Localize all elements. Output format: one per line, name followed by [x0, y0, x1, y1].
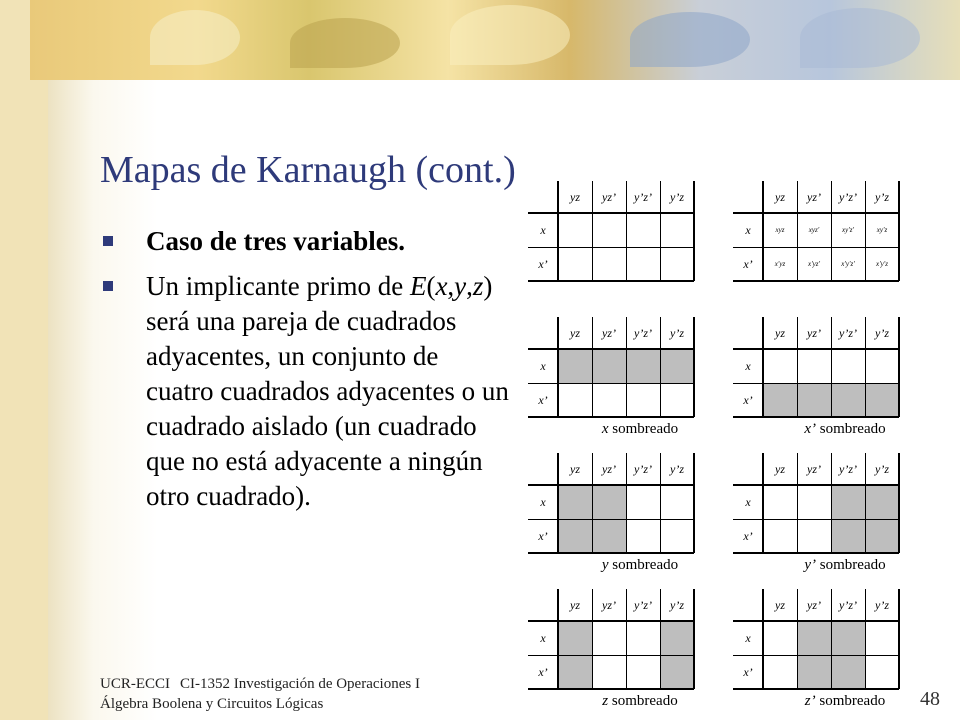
- kmap-cell: [592, 213, 626, 247]
- kmap-cell: [592, 485, 626, 519]
- kmap-column-header: y’z: [875, 462, 889, 476]
- kmap-cell: [626, 349, 660, 383]
- karnaugh-map: [528, 453, 728, 553]
- kmap-cell: [763, 621, 797, 655]
- kmap-grid-line: [626, 181, 627, 281]
- kmap-column-header: yz: [570, 326, 580, 340]
- kmap-grid-line: [733, 416, 899, 418]
- kmap-column-header: yz: [775, 190, 785, 204]
- kmap-cell: x'y'z: [865, 247, 899, 281]
- kmap-grid-line: [592, 317, 593, 417]
- kmap-grid-line: [733, 383, 899, 384]
- kmap-cell: [797, 349, 831, 383]
- kmap-grid-line: [528, 383, 694, 384]
- kmap-cell: [865, 349, 899, 383]
- kmap-cell: [558, 621, 592, 655]
- kmap-cell: [558, 383, 592, 417]
- kmap-caption: x’ sombreado: [804, 421, 886, 437]
- kmap-grid-line: [528, 348, 694, 350]
- kmap-cell: [831, 519, 865, 553]
- kmap-grid-line: [528, 655, 694, 656]
- kmap-row-label: x: [540, 359, 546, 373]
- kmap-row-label: x: [540, 631, 546, 645]
- kmap-column-header: yz: [570, 598, 580, 612]
- kmap-cell: [865, 655, 899, 689]
- kmap-grid-line: [733, 552, 899, 554]
- kmap-column-header: y’z’: [634, 190, 652, 204]
- kmap-row-label: x: [540, 223, 546, 237]
- bullet-text: Caso de tres variables.: [146, 226, 405, 256]
- kmap-column-header: y’z: [670, 598, 684, 612]
- kmap-grid-line: [528, 212, 694, 214]
- kmap-grid-line: [660, 317, 661, 417]
- page-number: 48: [920, 688, 940, 710]
- leaf-decoration: [450, 5, 570, 65]
- kmap-column-header: yz’: [807, 462, 821, 476]
- kmap-cell: [797, 383, 831, 417]
- kmap-column-header: y’z’: [839, 462, 857, 476]
- kmap-column-header: y’z’: [634, 462, 652, 476]
- kmap-grid-line: [693, 589, 695, 689]
- kmap-cell: [626, 519, 660, 553]
- bullet-item: [100, 224, 510, 259]
- kmap-cell: [797, 655, 831, 689]
- kmap-grid-line: [528, 484, 694, 486]
- footer-org: UCR-ECCI: [100, 676, 171, 692]
- kmap-row-label: x’: [538, 257, 548, 271]
- kmap-grid-line: [733, 655, 899, 656]
- kmap-cell: [626, 485, 660, 519]
- kmap-cell: [763, 485, 797, 519]
- kmap-grid-line: [660, 453, 661, 553]
- kmap-grid-line: [660, 181, 661, 281]
- kmap-caption: y sombreado: [601, 557, 679, 573]
- kmap-cell: xyz: [763, 213, 797, 247]
- kmap-column-header: yz: [775, 326, 785, 340]
- kmap-cell: [660, 247, 694, 281]
- kmap-cell: [660, 213, 694, 247]
- kmap-grid-line: [762, 317, 764, 417]
- kmap-row-label: x’: [538, 393, 548, 407]
- kmap-grid-line: [557, 181, 559, 281]
- slide-title: Mapas de Karnaugh (cont.): [100, 149, 516, 191]
- kmap-grid-line: [660, 589, 661, 689]
- kmap-grid-line: [693, 317, 695, 417]
- kmap-grid-line: [733, 280, 899, 282]
- kmap-column-header: y’z: [670, 190, 684, 204]
- footer-course: CI-1352 Investigación de Operaciones I: [180, 676, 420, 692]
- kmap-cell: [626, 655, 660, 689]
- kmap-grid-line: [528, 247, 694, 248]
- kmap-grid-line: [865, 589, 866, 689]
- kmap-cell: [592, 621, 626, 655]
- karnaugh-map: [733, 453, 933, 553]
- kmap-grid-line: [898, 589, 900, 689]
- kmap-cell: [592, 655, 626, 689]
- kmap-caption: z sombreado: [602, 693, 678, 709]
- kmap-row-label: x’: [743, 257, 753, 271]
- kmap-grid-line: [762, 453, 764, 553]
- leaf-decoration: [150, 10, 240, 65]
- kmap-row-label: x: [745, 223, 751, 237]
- kmap-column-header: yz: [775, 462, 785, 476]
- kmap-grid-line: [693, 453, 695, 553]
- kmap-cell: [592, 349, 626, 383]
- kmap-cell: [660, 655, 694, 689]
- kmap-grid-line: [528, 280, 694, 282]
- kmap-cell: xy'z: [865, 213, 899, 247]
- kmap-cell: [558, 485, 592, 519]
- kmap-cell: [660, 383, 694, 417]
- kmap-cell: x'yz': [797, 247, 831, 281]
- kmap-cell: [763, 349, 797, 383]
- kmap-grid-line: [528, 552, 694, 554]
- kmap-column-header: yz: [570, 190, 580, 204]
- kmap-grid-line: [797, 589, 798, 689]
- kmap-cell: [831, 621, 865, 655]
- kmap-cell: [797, 519, 831, 553]
- kmap-cell: [558, 519, 592, 553]
- kmap-cell: [558, 655, 592, 689]
- kmap-column-header: yz’: [807, 190, 821, 204]
- kmap-cell: [865, 519, 899, 553]
- kmap-cell: xy'z': [831, 213, 865, 247]
- kmap-grid-line: [528, 688, 694, 690]
- kmap-column-header: yz’: [602, 598, 616, 612]
- kmap-cell: [626, 247, 660, 281]
- kmap-cell: x'y'z': [831, 247, 865, 281]
- kmap-grid-line: [626, 589, 627, 689]
- karnaugh-map: [733, 317, 933, 417]
- kmap-grid-line: [733, 519, 899, 520]
- kmap-row-label: x’: [743, 665, 753, 679]
- karnaugh-map: [733, 589, 933, 689]
- kmap-column-header: y’z: [875, 326, 889, 340]
- kmap-grid-line: [733, 688, 899, 690]
- footer: [100, 674, 430, 714]
- kmap-cell: [831, 383, 865, 417]
- kmap-grid-line: [592, 589, 593, 689]
- karnaugh-map: [528, 181, 728, 281]
- square-bullet-icon: [103, 281, 113, 291]
- kmap-cell: [626, 621, 660, 655]
- kmap-grid-line: [797, 181, 798, 281]
- kmap-grid-line: [733, 212, 899, 214]
- kmap-grid-line: [762, 181, 764, 281]
- kmap-column-header: yz: [775, 598, 785, 612]
- kmap-caption: z’ sombreado: [804, 693, 886, 709]
- kmap-grid-line: [528, 519, 694, 520]
- kmap-column-header: yz’: [807, 598, 821, 612]
- bullet-item: [100, 269, 510, 514]
- leaf-decoration: [290, 18, 400, 68]
- kmap-column-header: y’z: [875, 598, 889, 612]
- kmap-column-header: y’z: [670, 326, 684, 340]
- kmap-cell: [660, 349, 694, 383]
- kmap-row-label: x’: [743, 529, 753, 543]
- kmap-grid-line: [898, 453, 900, 553]
- kmap-grid-line: [626, 453, 627, 553]
- kmap-grid-line: [693, 181, 695, 281]
- kmap-cell: [660, 519, 694, 553]
- kmap-cell: [831, 655, 865, 689]
- kmap-cell: [660, 621, 694, 655]
- kmap-row-label: x: [745, 631, 751, 645]
- kmap-column-header: y’z’: [839, 326, 857, 340]
- kmap-cell: [797, 621, 831, 655]
- kmap-grid-line: [592, 453, 593, 553]
- kmap-cell: [592, 383, 626, 417]
- kmap-cell: [592, 519, 626, 553]
- kmap-column-header: yz’: [807, 326, 821, 340]
- kmap-cell: [865, 485, 899, 519]
- kmap-grid-line: [898, 317, 900, 417]
- kmap-caption: y’ sombreado: [804, 557, 886, 573]
- kmap-grid-line: [797, 453, 798, 553]
- kmap-column-header: y’z’: [839, 190, 857, 204]
- kmap-cell: [763, 383, 797, 417]
- kmap-cell: [763, 519, 797, 553]
- kmap-cell: [660, 485, 694, 519]
- kmap-grid-line: [865, 181, 866, 281]
- kmap-column-header: y’z’: [634, 326, 652, 340]
- kmap-cell: [763, 655, 797, 689]
- kmap-grid-line: [626, 317, 627, 417]
- kmap-grid-line: [557, 589, 559, 689]
- kmap-cell: xyz': [797, 213, 831, 247]
- kmap-column-header: yz’: [602, 326, 616, 340]
- kmap-row-label: x’: [538, 529, 548, 543]
- kmap-row-label: x’: [538, 665, 548, 679]
- kmap-grid-line: [733, 348, 899, 350]
- kmap-grid-line: [865, 453, 866, 553]
- kmap-cell: [831, 485, 865, 519]
- kmap-cell: [626, 213, 660, 247]
- kmap-column-header: y’z: [875, 190, 889, 204]
- kmap-column-header: yz’: [602, 462, 616, 476]
- kmap-grid-line: [797, 317, 798, 417]
- kmap-cell: [831, 349, 865, 383]
- kmap-grid-line: [898, 181, 900, 281]
- kmap-grid-line: [831, 181, 832, 281]
- kmap-cell: [558, 213, 592, 247]
- kmap-grid-line: [528, 416, 694, 418]
- kmap-grid-line: [762, 589, 764, 689]
- kmap-grid-line: [557, 317, 559, 417]
- kmap-column-header: y’z’: [839, 598, 857, 612]
- kmap-grid-line: [557, 453, 559, 553]
- decorative-banner: [30, 0, 960, 80]
- kmap-grid-line: [831, 453, 832, 553]
- kmap-grid-line: [831, 589, 832, 689]
- kmap-row-label: x: [745, 495, 751, 509]
- kmap-cell: [558, 349, 592, 383]
- kmap-cell: [592, 247, 626, 281]
- kmap-cell: x'yz: [763, 247, 797, 281]
- kmap-column-header: y’z: [670, 462, 684, 476]
- karnaugh-map: [528, 589, 728, 689]
- kmap-row-label: x’: [743, 393, 753, 407]
- kmap-cell: [626, 383, 660, 417]
- square-bullet-icon: [103, 236, 113, 246]
- kmap-cell: [797, 485, 831, 519]
- kmap-column-header: y’z’: [634, 598, 652, 612]
- leaf-decoration: [800, 8, 920, 68]
- kmap-grid-line: [528, 620, 694, 622]
- kmap-row-label: x: [540, 495, 546, 509]
- kmap-grid-line: [733, 484, 899, 486]
- leaf-decoration: [630, 12, 750, 67]
- karnaugh-map: [733, 181, 933, 281]
- kmap-column-header: yz’: [602, 190, 616, 204]
- bullet-text: Un implicante primo de E(x,y,z) será una pareja de cuadrados adyacentes, un conjunto de cuatro cuadrados adyacentes o un cuadrado aislado (un cuadrado que no está adyacente a ningún otro cuadrado).: [146, 271, 509, 511]
- kmap-column-header: yz: [570, 462, 580, 476]
- kmap-grid-line: [592, 181, 593, 281]
- kmap-cell: [865, 383, 899, 417]
- kmap-cell: [558, 247, 592, 281]
- kmap-row-label: x: [745, 359, 751, 373]
- kmap-grid-line: [865, 317, 866, 417]
- bullet-list: [100, 224, 510, 524]
- kmap-grid-line: [733, 247, 899, 248]
- karnaugh-map: [528, 317, 728, 417]
- kmap-cell: [865, 621, 899, 655]
- kmap-grid-line: [733, 620, 899, 622]
- kmap-grid-line: [831, 317, 832, 417]
- footer-topic: Álgebra Boolena y Circuitos Lógicas: [100, 696, 324, 712]
- kmap-caption: x sombreado: [601, 421, 679, 437]
